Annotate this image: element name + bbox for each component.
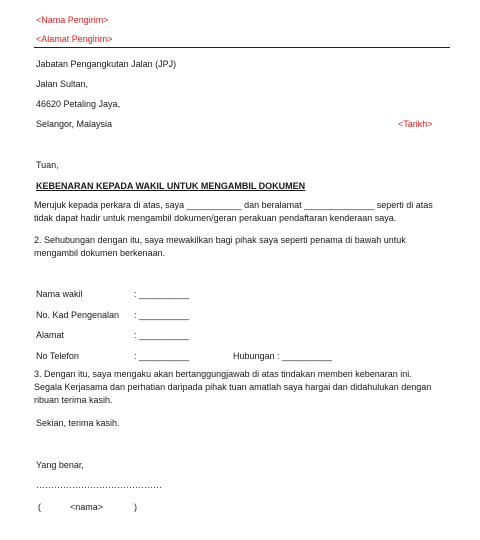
field-value-telefon: : __________ xyxy=(134,351,190,361)
signature-open-paren: ( xyxy=(38,502,41,512)
signoff: Yang benar, xyxy=(36,460,84,470)
closing: Sekian, terima kasih. xyxy=(36,418,120,428)
field-label-nama-wakil: Nama wakil xyxy=(36,289,83,299)
recipient-line-2: Jalan Sultan, xyxy=(36,79,89,89)
sender-address: <Alamat Pengirim> xyxy=(36,34,113,44)
signature-name: <nama> xyxy=(70,502,104,512)
field-label-telefon: No Telefon xyxy=(36,351,79,361)
paragraph-2-line-1: 2. Sehubungan dengan itu, saya mewakilkan bagi pihak saya seperti penama di bawah untuk xyxy=(34,235,406,245)
paragraph-2-line-2: mengambil dokumen berkenaan. xyxy=(34,248,166,258)
salutation: Tuan, xyxy=(36,160,59,170)
paragraph-3-line-2: Segala Kerjasama dan perhatian daripada pihak tuan amatlah saya hargai dan didahulukan dengan xyxy=(34,382,432,392)
field-label-kad-pengenalan: No. Kad Pengenalan xyxy=(36,310,120,320)
paragraph-3-line-1: 3. Dengan itu, saya mengaku akan bertanggungjawab di atas tindakan memberi kebenaran ini. xyxy=(34,369,412,379)
recipient-line-1: Jabatan Pengangkutan Jalan (JPJ) xyxy=(36,59,177,69)
paragraph-1-line-2: tidak dapat hadir untuk mengambil dokumen/geran perakuan pendaftaran kenderaan saya. xyxy=(34,213,397,223)
header-divider xyxy=(34,47,450,48)
date-placeholder: <Tarikh> xyxy=(398,119,433,129)
field-label-alamat: Alamat xyxy=(36,330,65,340)
field-label-hubungan: Hubungan : xyxy=(233,351,280,361)
paragraph-1 xyxy=(34,199,444,225)
sender-name: <Nama Pengirim> xyxy=(36,15,109,25)
signature-line: …………………………………… xyxy=(36,480,162,490)
field-value-alamat: : __________ xyxy=(134,330,190,340)
paragraph-3 xyxy=(34,368,444,407)
subject-line: KEBENARAN KEPADA WAKIL UNTUK MENGAMBIL DOKUMEN xyxy=(36,181,306,191)
field-value-nama-wakil: : __________ xyxy=(134,289,190,299)
paragraph-2 xyxy=(34,234,444,260)
field-value-hubungan: __________ xyxy=(282,351,333,361)
field-value-kad-pengenalan: : __________ xyxy=(134,310,190,320)
signature-close-paren: ) xyxy=(134,502,137,512)
paragraph-1-line-1: Merujuk kepada perkara di atas, saya ___________ dan beralamat ______________ seperti di atas xyxy=(34,200,433,210)
recipient-line-4: Selangor, Malaysia xyxy=(36,119,113,129)
recipient-line-3: 46620 Petaling Jaya, xyxy=(36,99,121,109)
paragraph-3-line-3: ribuan terima kasih. xyxy=(34,395,113,405)
